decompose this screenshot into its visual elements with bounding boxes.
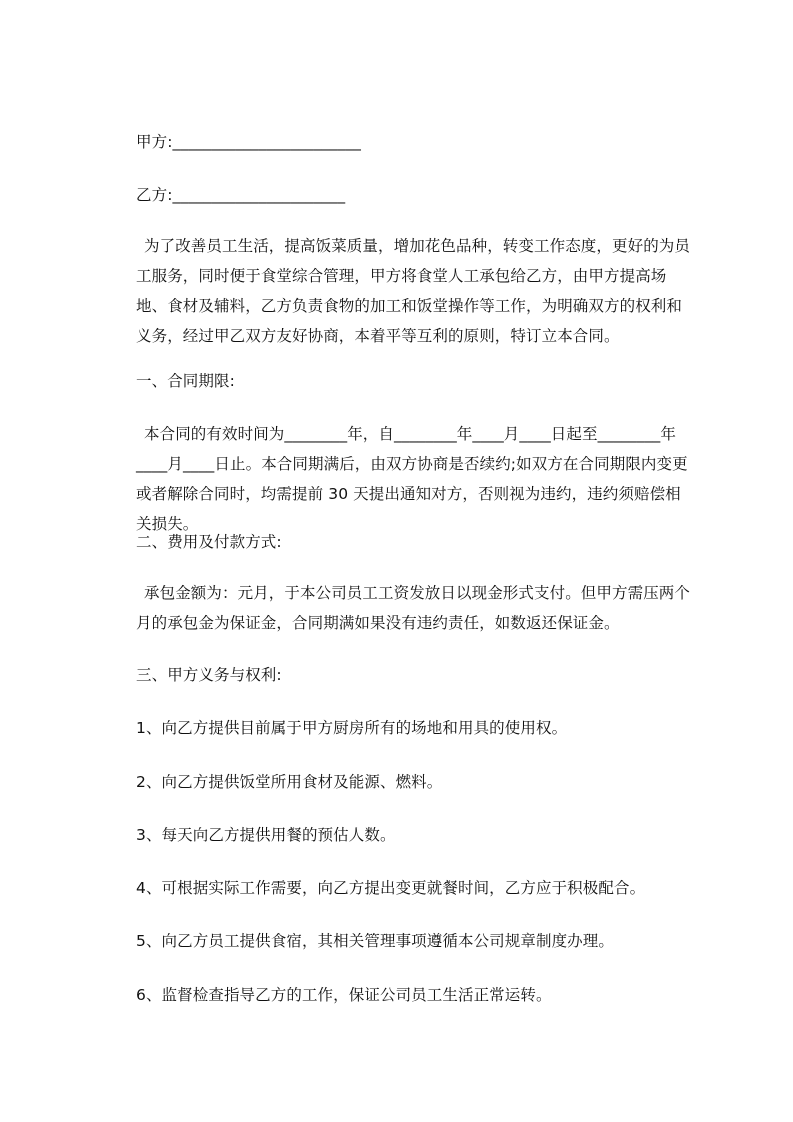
section3-item: 3、每天向乙方提供用餐的预估人数。 xyxy=(136,826,396,844)
party-a-line: 甲方:________________________ xyxy=(136,133,361,151)
section3-item: 2、向乙方提供饭堂所用食材及能源、燃料。 xyxy=(136,773,443,791)
section3-item: 1、向乙方提供目前属于甲方厨房所有的场地和用具的使用权。 xyxy=(136,719,568,737)
section3-item: 6、监督检查指导乙方的工作，保证公司员工生活正常运转。 xyxy=(136,986,552,1004)
intro-paragraph xyxy=(136,231,696,351)
party-b-line: 乙方:______________________ xyxy=(136,186,346,204)
section1-body-text: 本合同的有效时间为________年，自________年____月____日起至________年____月____日止。本合同期满后，由双方协商是否续约;如双方在合同期限内变更或者解除合同时，均需提前 30 天提出通知对方，否则视为违约，违约须赔偿相关损失。 xyxy=(136,425,688,533)
section3-item: 5、向乙方员工提供食宿，其相关管理事项遵循本公司规章制度办理。 xyxy=(136,932,614,950)
section2-body xyxy=(136,578,696,638)
section2-body-text: 承包金额为：元月，于本公司员工工资发放日以现金形式支付。但甲方需压两个月的承包金为保证金，合同期满如果没有违约责任，如数返还保证金。 xyxy=(136,584,691,632)
section3-item: 4、可根据实际工作需要，向乙方提出变更就餐时间，乙方应于积极配合。 xyxy=(136,879,646,897)
section3-title: 三、甲方义务与权利: xyxy=(136,666,282,684)
section2-title: 二、费用及付款方式: xyxy=(136,533,282,551)
intro-text: 为了改善员工生活，提高饭菜质量，增加花色品种，转变工作态度，更好的为员工服务，同时便于食堂综合管理，甲方将食堂人工承包给乙方，由甲方提高场地、食材及辅料，乙方负责食物的加工和饭堂操作等工作，为明确双方的权利和义务，经过甲乙双方友好协商，本着平等互利的原则，特订立本合同。 xyxy=(136,237,691,345)
section1-title: 一、合同期限: xyxy=(136,372,235,390)
section1-body xyxy=(136,419,696,539)
